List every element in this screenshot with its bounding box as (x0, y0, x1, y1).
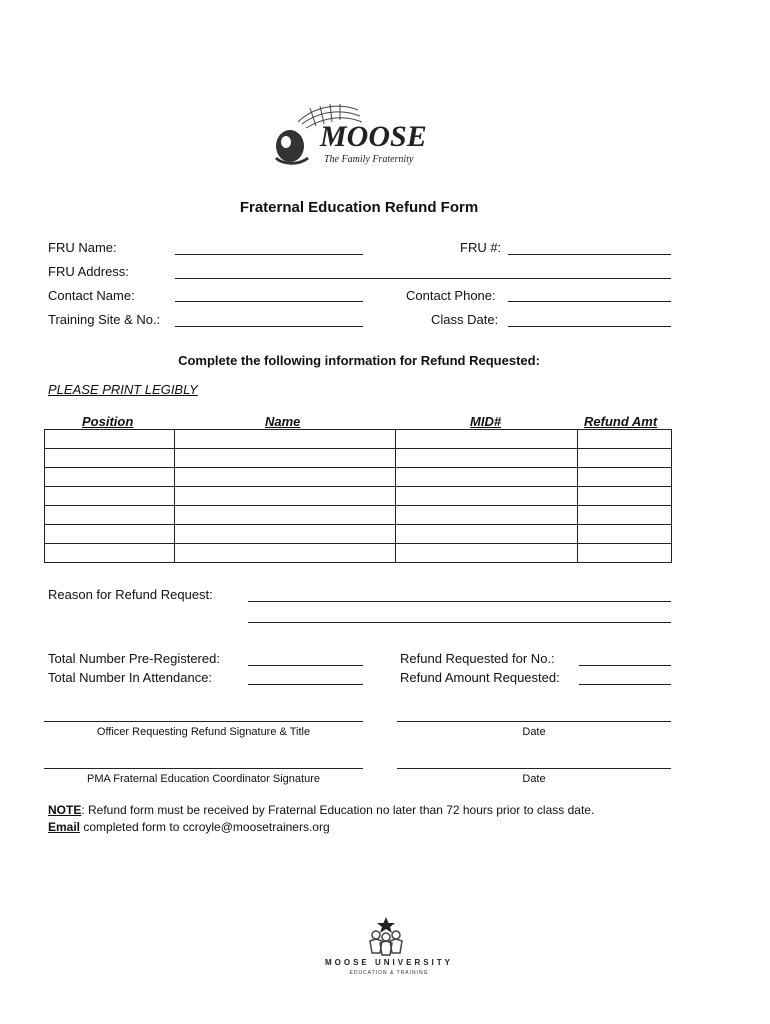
contact-name-field[interactable] (175, 301, 363, 302)
class-date-field[interactable] (508, 326, 671, 327)
date-field-1[interactable] (397, 721, 671, 722)
cell-refund-amt[interactable] (578, 487, 672, 506)
class-date-label: Class Date: (431, 312, 499, 327)
email-label: Email (48, 820, 81, 834)
date-label-2: Date (522, 773, 546, 785)
cell-mid[interactable] (396, 506, 578, 525)
column-header-position: Position (82, 414, 134, 429)
fru-number-field[interactable] (508, 254, 671, 255)
date-label-1: Date (522, 726, 546, 738)
refund-amount-label: Refund Amount Requested: (400, 670, 560, 685)
svg-text:MOOSE UNIVERSITY: MOOSE UNIVERSITY (324, 958, 454, 967)
cell-position[interactable] (45, 525, 175, 544)
table-row (45, 544, 672, 563)
refund-for-no-label: Refund Requested for No.: (400, 651, 555, 666)
fru-number-label: FRU #: (460, 240, 502, 255)
cell-position[interactable] (45, 430, 175, 449)
column-header-name: Name (265, 414, 301, 429)
pre-registered-field[interactable] (248, 665, 363, 666)
cell-name[interactable] (174, 525, 396, 544)
cell-position[interactable] (45, 506, 175, 525)
table-row (45, 430, 672, 449)
training-site-field[interactable] (175, 326, 363, 327)
form-title: Fraternal Education Refund Form (239, 199, 479, 216)
svg-text:MOOSE: MOOSE (320, 120, 427, 153)
cell-refund-amt[interactable] (578, 506, 672, 525)
reason-field-line-2[interactable] (248, 622, 671, 623)
moose-logo (268, 102, 448, 177)
svg-text:The Family Fraternity: The Family Fraternity (324, 154, 414, 165)
fru-address-field[interactable] (175, 278, 671, 279)
officer-signature-field[interactable] (44, 721, 363, 722)
attendance-field[interactable] (248, 684, 363, 685)
cell-mid[interactable] (396, 468, 578, 487)
email-note (48, 820, 330, 834)
refund-table (44, 429, 672, 563)
pre-registered-label: Total Number Pre-Registered: (48, 651, 220, 666)
coordinator-signature-field[interactable] (44, 768, 363, 769)
refund-for-no-field[interactable] (579, 665, 671, 666)
training-site-label: Training Site & No.: (48, 312, 161, 327)
cell-name[interactable] (174, 449, 396, 468)
table-row (45, 487, 672, 506)
email-text: completed form to ccroyle@moosetrainers.org (80, 820, 330, 834)
fru-address-label: FRU Address: (48, 264, 129, 279)
cell-position[interactable] (45, 449, 175, 468)
reason-label: Reason for Refund Request: (48, 587, 213, 602)
table-row (45, 449, 672, 468)
officer-signature-label: Officer Requesting Refund Signature & Title (96, 726, 311, 738)
cell-name[interactable] (174, 487, 396, 506)
column-header-mid: MID# (470, 414, 502, 429)
cell-mid[interactable] (396, 525, 578, 544)
cell-position[interactable] (45, 544, 175, 563)
refund-amount-field[interactable] (579, 684, 671, 685)
fru-name-field[interactable] (175, 254, 363, 255)
note-text: : Refund form must be received by Fraternal Education no later than 72 hours prior to class date. (81, 803, 595, 817)
cell-mid[interactable] (396, 487, 578, 506)
date-field-2[interactable] (397, 768, 671, 769)
cell-mid[interactable] (396, 430, 578, 449)
table-row (45, 468, 672, 487)
print-legibly-note: PLEASE PRINT LEGIBLY (48, 382, 198, 397)
column-header-refund-amt: Refund Amt (584, 414, 658, 429)
cell-refund-amt[interactable] (578, 468, 672, 487)
cell-position[interactable] (45, 468, 175, 487)
section-heading: Complete the following information for Refund Requested: (178, 353, 540, 368)
cell-position[interactable] (45, 487, 175, 506)
cell-refund-amt[interactable] (578, 525, 672, 544)
coordinator-signature-label: PMA Fraternal Education Coordinator Signature (87, 773, 320, 785)
contact-name-label: Contact Name: (48, 288, 135, 303)
cell-mid[interactable] (396, 544, 578, 563)
cell-refund-amt[interactable] (578, 449, 672, 468)
table-row (45, 506, 672, 525)
cell-mid[interactable] (396, 449, 578, 468)
cell-refund-amt[interactable] (578, 430, 672, 449)
attendance-label: Total Number In Attendance: (48, 670, 213, 685)
cell-name[interactable] (174, 430, 396, 449)
table-row (45, 525, 672, 544)
contact-phone-field[interactable] (508, 301, 671, 302)
moose-university-logo (314, 915, 464, 982)
cell-name[interactable] (174, 506, 396, 525)
note-label: NOTE (48, 803, 82, 817)
cell-refund-amt[interactable] (578, 544, 672, 563)
contact-phone-label: Contact Phone: (406, 288, 496, 303)
cell-name[interactable] (174, 544, 396, 563)
svg-text:EDUCATION & TRAINING: EDUCATION & TRAINING (349, 970, 429, 976)
fru-name-label: FRU Name: (48, 240, 117, 255)
deadline-note (48, 803, 594, 817)
cell-name[interactable] (174, 468, 396, 487)
reason-field-line-1[interactable] (248, 601, 671, 602)
